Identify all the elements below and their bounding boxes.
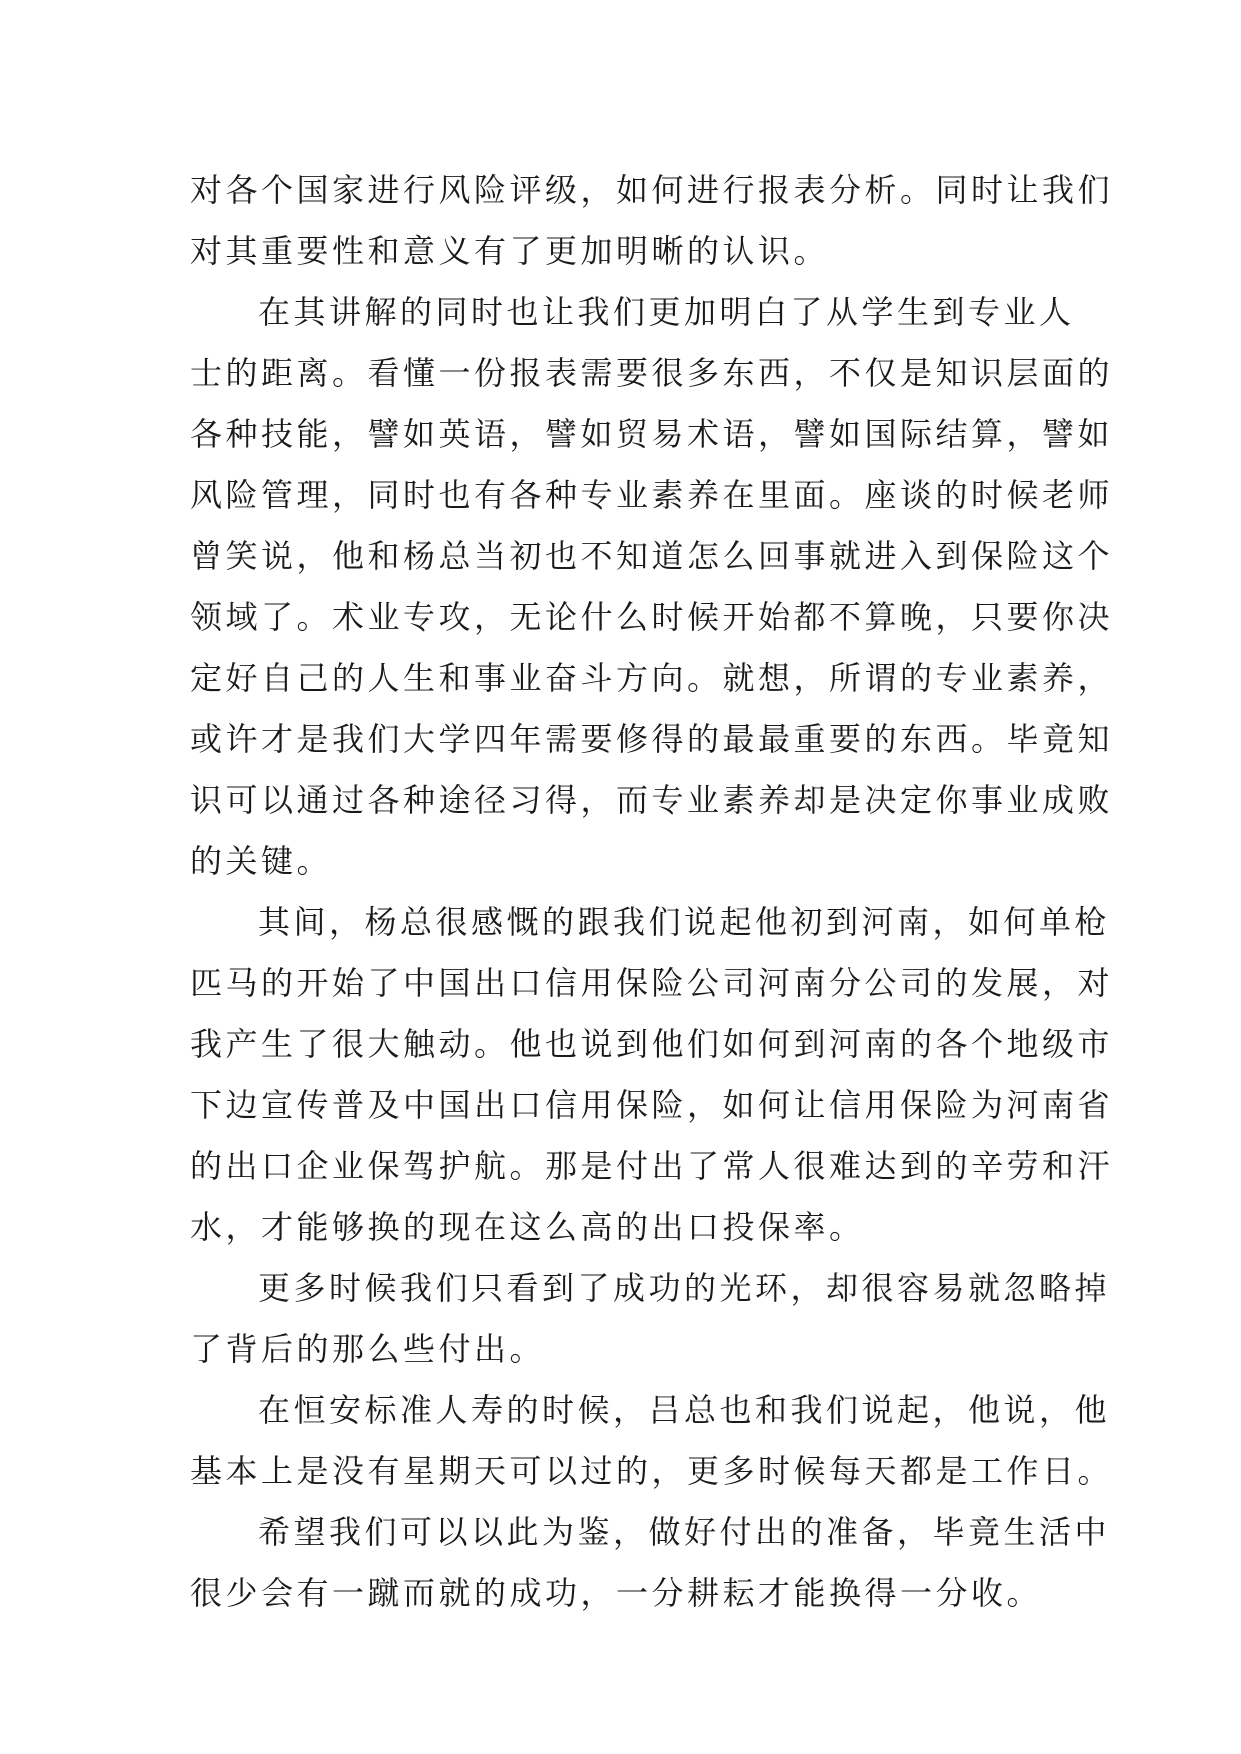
- text-line: 风险管理，同时也有各种专业素养在里面。座谈的时候老师: [190, 476, 1114, 514]
- text-line: 领域了。术业专攻，无论什么时候开始都不算晚，只要你决: [190, 598, 1114, 636]
- text-line: 的出口企业保驾护航。那是付出了常人很难达到的辛劳和汗: [190, 1147, 1114, 1185]
- text-line: 对其重要性和意义有了更加明晰的认识。: [190, 232, 830, 270]
- text-line: 希望我们可以以此为鉴，做好付出的准备，毕竟生活中: [258, 1513, 1111, 1551]
- text-line: 定好自己的人生和事业奋斗方向。就想，所谓的专业素养，: [190, 659, 1114, 697]
- text-line: 士的距离。看懂一份报表需要很多东西，不仅是知识层面的: [190, 354, 1114, 392]
- text-line: 水，才能够换的现在这么高的出口投保率。: [190, 1208, 865, 1246]
- text-line: 更多时候我们只看到了成功的光环，却很容易就忽略掉: [258, 1269, 1111, 1307]
- text-line: 了背后的那么些付出。: [190, 1330, 546, 1368]
- text-line: 各种技能，譬如英语，譬如贸易术语，譬如国际结算，譬如: [190, 415, 1114, 453]
- text-line: 识可以通过各种途径习得，而专业素养却是决定你事业成败: [190, 781, 1114, 819]
- text-line: 的关键。: [190, 842, 333, 880]
- text-line: 在其讲解的同时也让我们更加明白了从学生到专业人: [258, 293, 1075, 331]
- text-line: 匹马的开始了中国出口信用保险公司河南分公司的发展，对: [190, 964, 1114, 1002]
- text-line: 我产生了很大触动。他也说到他们如何到河南的各个地级市: [190, 1025, 1114, 1063]
- text-line: 或许才是我们大学四年需要修得的最最重要的东西。毕竟知: [190, 720, 1114, 758]
- text-line: 曾笑说，他和杨总当初也不知道怎么回事就进入到保险这个: [190, 537, 1114, 575]
- document-body: [190, 160, 1114, 1624]
- text-line: 其间，杨总很感慨的跟我们说起他初到河南，如何单枪: [258, 903, 1111, 941]
- text-line: 下边宣传普及中国出口信用保险，如何让信用保险为河南省: [190, 1086, 1114, 1124]
- text-line: 对各个国家进行风险评级，如何进行报表分析。同时让我们: [190, 171, 1114, 209]
- text-line: 基本上是没有星期天可以过的，更多时候每天都是工作日。: [190, 1452, 1114, 1490]
- text-line: 在恒安标准人寿的时候，吕总也和我们说起，他说，他: [258, 1391, 1111, 1429]
- text-line: 很少会有一蹴而就的成功，一分耕耘才能换得一分收。: [190, 1574, 1043, 1612]
